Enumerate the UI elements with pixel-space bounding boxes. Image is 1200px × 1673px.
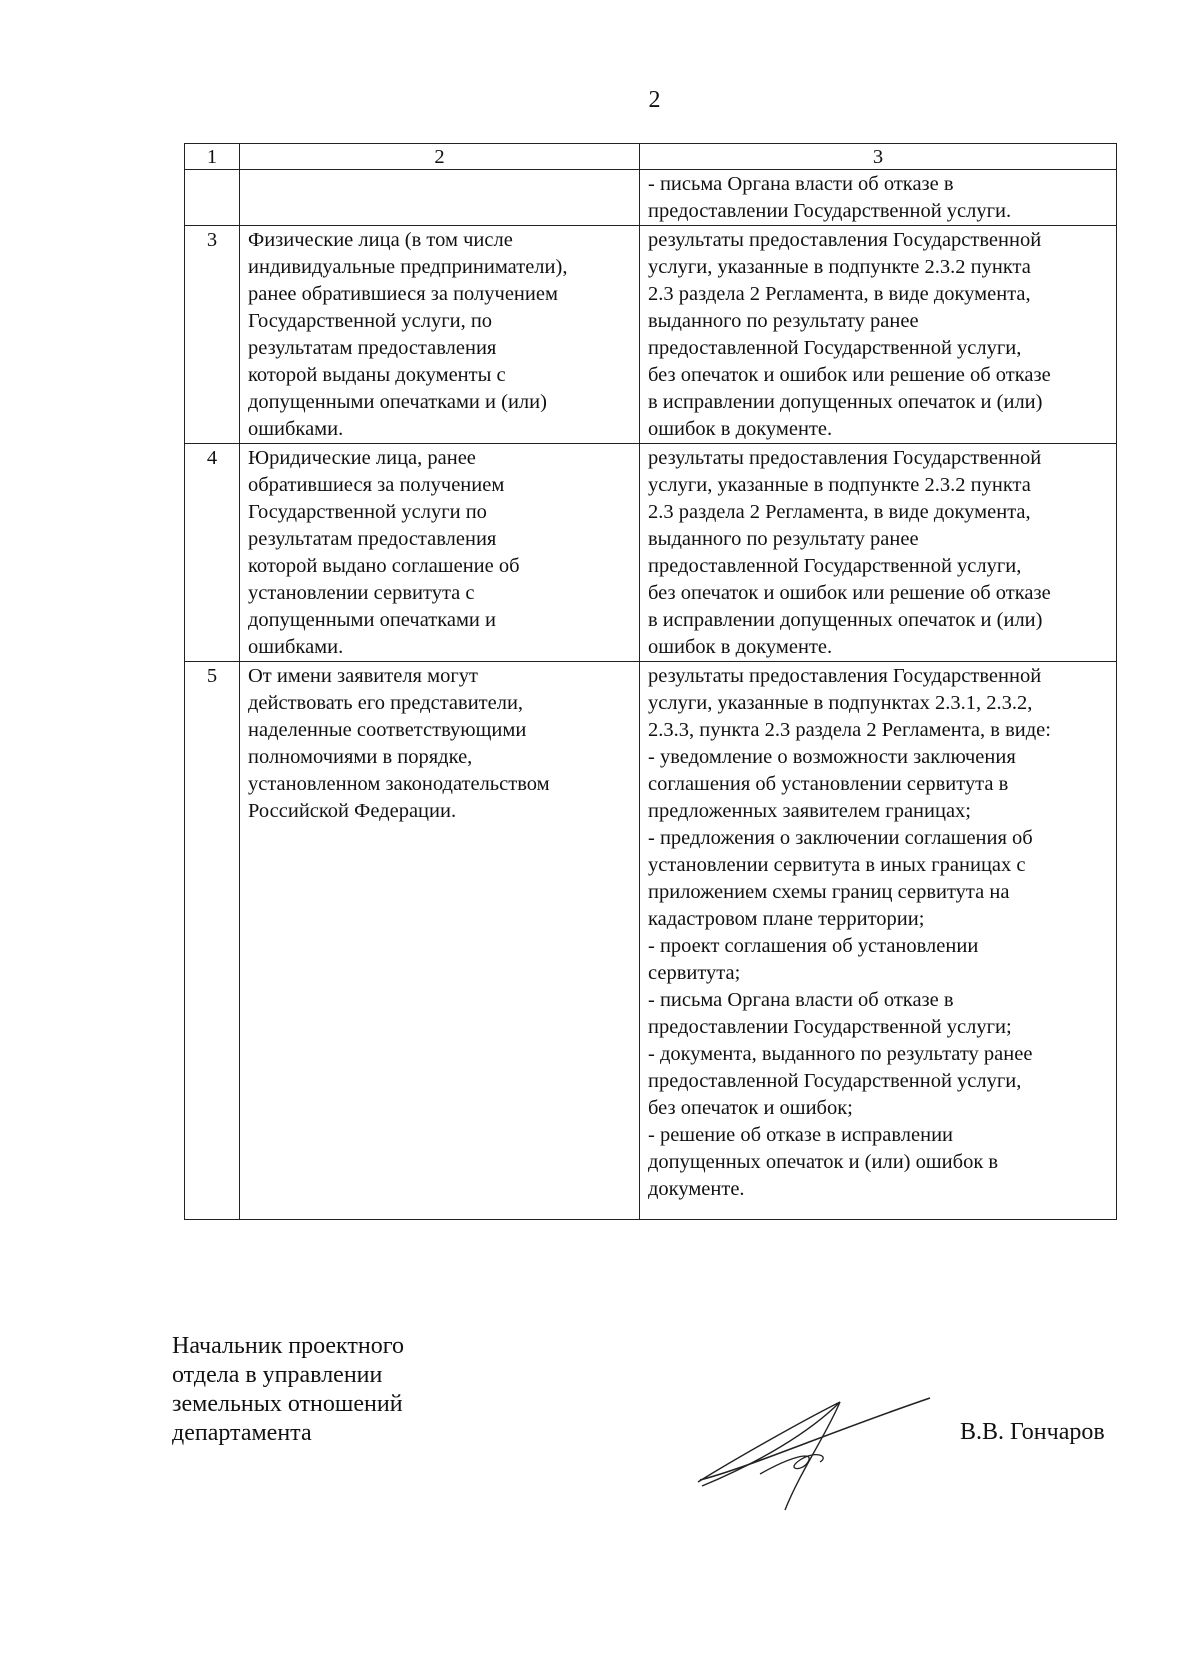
handwritten-signature xyxy=(690,1362,950,1522)
row-number-cell: 5 xyxy=(185,662,240,1220)
signatory-position: Начальник проектного отдела в управлении земельных отношений департамента xyxy=(172,1333,404,1446)
signatory-name: В.В. Гончаров xyxy=(960,1419,1105,1445)
applicant-cell: Юридические лица, ранее обратившиеся за получением Государственной услуги по результатам предоставления которой выдано соглашение об установлении сервитута с допущенными опечатками и ошибками. xyxy=(240,444,640,662)
header-cell-2: 2 xyxy=(240,144,640,170)
header-cell-1: 1 xyxy=(185,144,240,170)
result-cell: - письма Органа власти об отказе в предоставлении Государственной услуги. xyxy=(640,170,1117,226)
table-row xyxy=(185,226,1117,444)
table-header-row xyxy=(185,144,1117,170)
table-row xyxy=(185,662,1117,1220)
header-cell-3: 3 xyxy=(640,144,1117,170)
result-cell: результаты предоставления Государственной услуги, указанные в подпункте 2.3.2 пункта 2.3 раздела 2 Регламента, в виде документа, выданного по результату ранее предоставленной Государственной услуги, без опечаток и ошибок или решение об отказе в исправлении допущенных опечаток и (или) ошибок в документе. xyxy=(640,444,1117,662)
table-row xyxy=(185,170,1117,226)
result-cell: результаты предоставления Государственной услуги, указанные в подпункте 2.3.2 пункта 2.3 раздела 2 Регламента, в виде документа, выданного по результату ранее предоставленной Государственной услуги, без опечаток и ошибок или решение об отказе в исправлении допущенных опечаток и (или) ошибок в документе. xyxy=(640,226,1117,444)
page-number: 2 xyxy=(648,87,661,113)
row-number-cell xyxy=(185,170,240,226)
row-number-cell: 3 xyxy=(185,226,240,444)
result-cell: результаты предоставления Государственной услуги, указанные в подпунктах 2.3.1, 2.3.2, 2.3.3, пункта 2.3 раздела 2 Регламента, в виде: - уведомление о возможности заключения соглашения об установлении сервитута в предложенных заявителем границах; - предложения о заключении соглашения об установлении сервитута в иных границах с приложением схемы границ сервитута на кадастровом плане территории; - проект соглашения об установлении сервитута; - письма Органа власти об отказе в предоставлении Государственной услуги; - документа, выданного по результату ранее предоставленной Государственной услуги, без опечаток и ошибок; - решение об отказе в исправлении допущенных опечаток и (или) ошибок в документе. xyxy=(640,662,1117,1220)
services-table xyxy=(184,143,1117,1220)
row-number-cell: 4 xyxy=(185,444,240,662)
table-row xyxy=(185,444,1117,662)
applicant-cell: Физические лица (в том числе индивидуальные предприниматели), ранее обратившиеся за получением Государственной услуги, по результатам предоставления которой выданы документы с допущенными опечатками и (или) ошибками. xyxy=(240,226,640,444)
applicant-cell: От имени заявителя могут действовать его представители, наделенные соответствующими полномочиями в порядке, установленном законодательством Российской Федерации. xyxy=(240,662,640,1220)
applicant-cell xyxy=(240,170,640,226)
